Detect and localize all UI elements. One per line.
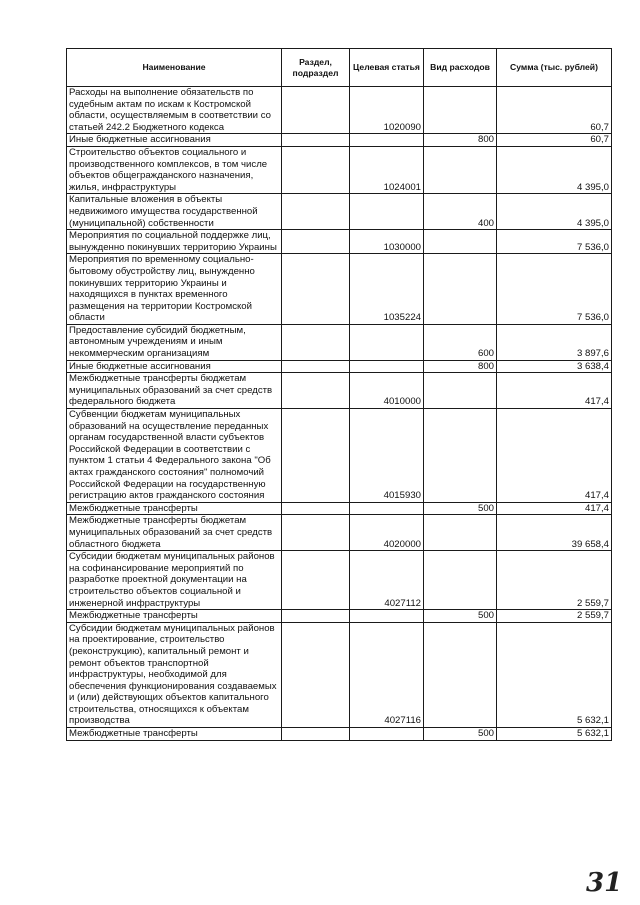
row-section xyxy=(282,134,350,147)
row-name: Межбюджетные трансферты бюджетам муниципальных образований за счет средств федерального бюджета xyxy=(67,373,282,409)
row-amount: 5 632,1 xyxy=(497,728,612,741)
table-row xyxy=(67,502,612,515)
row-expense-type xyxy=(424,230,497,254)
row-amount: 4 395,0 xyxy=(497,146,612,193)
table-row xyxy=(67,360,612,373)
row-target-article: 1024001 xyxy=(350,146,424,193)
table-row xyxy=(67,324,612,360)
row-name: Капитальные вложения в объекты недвижимого имущества государственной (муниципальной) собственности xyxy=(67,194,282,230)
row-section xyxy=(282,610,350,623)
row-amount: 60,7 xyxy=(497,87,612,134)
row-name: Расходы на выполнение обязательств по судебным актам по искам к Костромской области, осуществляемым в соответствии со статьей 242.2 Бюджетного кодекса xyxy=(67,87,282,134)
row-name: Межбюджетные трансферты xyxy=(67,610,282,623)
page-number: 31 xyxy=(586,868,623,898)
row-expense-type xyxy=(424,515,497,551)
row-section xyxy=(282,551,350,610)
row-name: Межбюджетные трансферты бюджетам муниципальных образований за счет средств областного бюджета xyxy=(67,515,282,551)
table-row xyxy=(67,134,612,147)
row-amount: 2 559,7 xyxy=(497,551,612,610)
header-section: Раздел, подраздел xyxy=(282,49,350,87)
row-section xyxy=(282,324,350,360)
row-section xyxy=(282,360,350,373)
row-expense-type xyxy=(424,254,497,325)
row-target-article xyxy=(350,360,424,373)
row-target-article xyxy=(350,324,424,360)
table-row xyxy=(67,373,612,409)
row-expense-type: 600 xyxy=(424,324,497,360)
table-row xyxy=(67,622,612,727)
row-expense-type: 400 xyxy=(424,194,497,230)
row-section xyxy=(282,622,350,727)
table-row xyxy=(67,728,612,741)
row-target-article: 4010000 xyxy=(350,373,424,409)
row-name: Мероприятия по временному социально-бытовому обустройству лиц, вынужденно покинувших территорию Украины и находящихся в пунктах временного размещения на территории Костромской области xyxy=(67,254,282,325)
row-name: Субсидии бюджетам муниципальных районов на софинансирование мероприятий по разработке проектной документации на строительство объектов социальной и инженерной инфраструктуры xyxy=(67,551,282,610)
row-target-article xyxy=(350,610,424,623)
row-name: Мероприятия по социальной поддержке лиц, вынужденно покинувших территорию Украины xyxy=(67,230,282,254)
row-amount: 3 897,6 xyxy=(497,324,612,360)
table-row xyxy=(67,87,612,134)
row-amount: 3 638,4 xyxy=(497,360,612,373)
table-row xyxy=(67,610,612,623)
header-expense-type: Вид расходов xyxy=(424,49,497,87)
row-name: Межбюджетные трансферты xyxy=(67,502,282,515)
table-row xyxy=(67,230,612,254)
row-section xyxy=(282,87,350,134)
table-row xyxy=(67,146,612,193)
row-amount: 417,4 xyxy=(497,409,612,503)
table-header-row xyxy=(67,49,612,87)
row-expense-type: 500 xyxy=(424,610,497,623)
row-section xyxy=(282,254,350,325)
row-name: Иные бюджетные ассигнования xyxy=(67,134,282,147)
row-section xyxy=(282,146,350,193)
row-section xyxy=(282,502,350,515)
table-row xyxy=(67,551,612,610)
row-expense-type xyxy=(424,87,497,134)
row-target-article xyxy=(350,194,424,230)
row-name: Межбюджетные трансферты xyxy=(67,728,282,741)
row-expense-type: 800 xyxy=(424,360,497,373)
row-name: Строительство объектов социального и производственного комплексов, в том числе объектов общегражданского назначения, жилья, инфраструктуры xyxy=(67,146,282,193)
row-section xyxy=(282,409,350,503)
budget-table xyxy=(66,48,612,741)
row-expense-type xyxy=(424,409,497,503)
row-expense-type xyxy=(424,551,497,610)
row-section xyxy=(282,728,350,741)
row-target-article xyxy=(350,502,424,515)
row-expense-type xyxy=(424,373,497,409)
row-name: Предоставление субсидий бюджетным, автономным учреждениям и иным некоммерческим организациям xyxy=(67,324,282,360)
table-body xyxy=(67,87,612,741)
row-section xyxy=(282,373,350,409)
row-target-article: 1035224 xyxy=(350,254,424,325)
table-row xyxy=(67,409,612,503)
row-amount: 4 395,0 xyxy=(497,194,612,230)
row-name: Иные бюджетные ассигнования xyxy=(67,360,282,373)
table-row xyxy=(67,254,612,325)
row-target-article: 4027112 xyxy=(350,551,424,610)
row-target-article: 4015930 xyxy=(350,409,424,503)
row-amount: 417,4 xyxy=(497,502,612,515)
row-target-article: 1020090 xyxy=(350,87,424,134)
header-amount: Сумма (тыс. рублей) xyxy=(497,49,612,87)
row-target-article: 4020000 xyxy=(350,515,424,551)
row-expense-type xyxy=(424,622,497,727)
row-name: Субсидии бюджетам муниципальных районов на проектирование, строительство (реконструкцию), капитальный ремонт и ремонт объектов транспортной инфраструктуры, необходимой для обеспечения функционирования создаваемых и (или) действующих объектов капитального строительства, относящихся к объектам производства xyxy=(67,622,282,727)
row-amount: 7 536,0 xyxy=(497,230,612,254)
row-expense-type: 500 xyxy=(424,502,497,515)
row-expense-type: 500 xyxy=(424,728,497,741)
row-target-article xyxy=(350,134,424,147)
table-row xyxy=(67,515,612,551)
row-target-article: 1030000 xyxy=(350,230,424,254)
row-target-article xyxy=(350,728,424,741)
row-expense-type xyxy=(424,146,497,193)
row-expense-type: 800 xyxy=(424,134,497,147)
header-target-article: Целевая статья xyxy=(350,49,424,87)
row-amount: 60,7 xyxy=(497,134,612,147)
row-amount: 417,4 xyxy=(497,373,612,409)
row-amount: 7 536,0 xyxy=(497,254,612,325)
row-amount: 5 632,1 xyxy=(497,622,612,727)
row-section xyxy=(282,230,350,254)
row-section xyxy=(282,515,350,551)
row-amount: 2 559,7 xyxy=(497,610,612,623)
row-name: Субвенции бюджетам муниципальных образований на осуществление переданных органам государственной власти субъектов Российской Федерации в соответствии с пунктом 1 статьи 4 Федерального закона "Об актах гражданского состояния" полномочий Российской Федерации на государственную регистрацию актов гражданского состояния xyxy=(67,409,282,503)
row-amount: 39 658,4 xyxy=(497,515,612,551)
table-row xyxy=(67,194,612,230)
row-target-article: 4027116 xyxy=(350,622,424,727)
header-name: Наименование xyxy=(67,49,282,87)
row-section xyxy=(282,194,350,230)
